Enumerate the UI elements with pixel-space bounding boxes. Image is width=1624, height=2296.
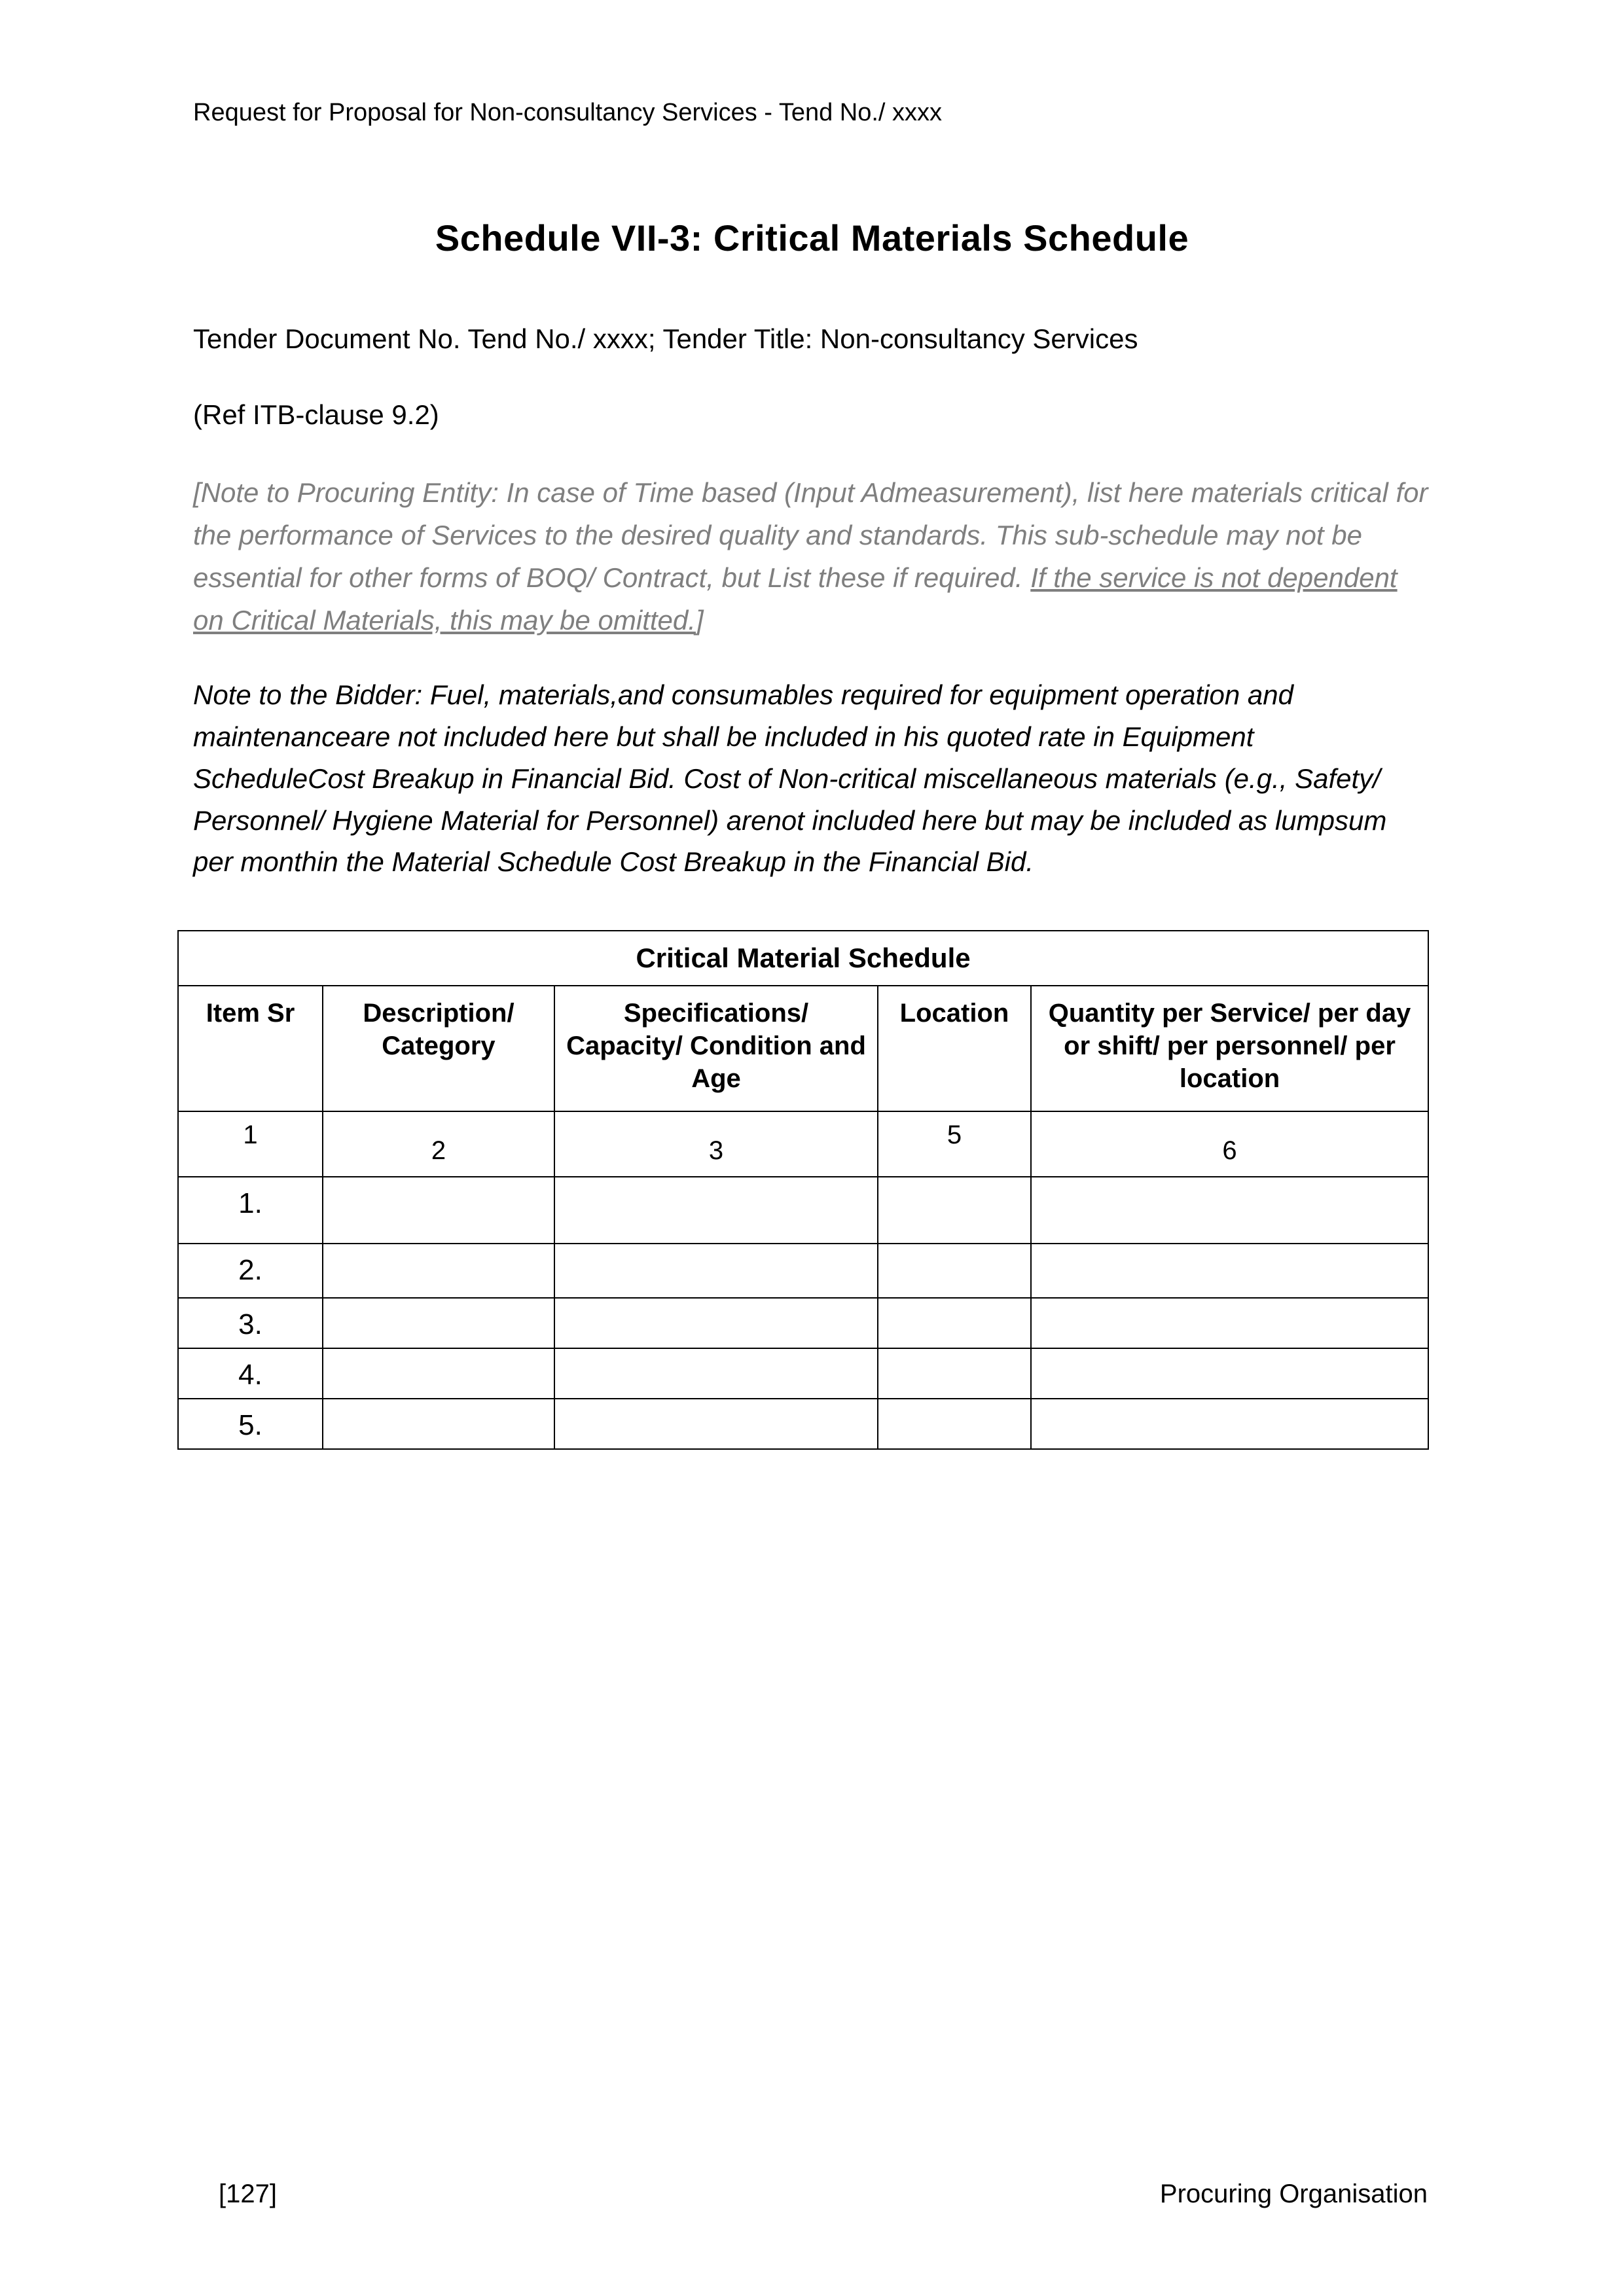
description-cell[interactable]: [323, 1298, 554, 1348]
description-cell[interactable]: [323, 1348, 554, 1399]
note-to-procuring-entity: [193, 471, 1431, 641]
column-number-6: 6: [1031, 1111, 1428, 1177]
column-number-3: 3: [554, 1111, 878, 1177]
specifications-cell[interactable]: [554, 1348, 878, 1399]
description-cell[interactable]: [323, 1244, 554, 1298]
location-cell[interactable]: [878, 1244, 1031, 1298]
item-sr-cell: 2.: [178, 1244, 323, 1298]
table-title-row: [178, 931, 1428, 986]
note-to-bidder: Note to the Bidder: Fuel, materials,and consumables required for equipment operation and maintenanceare not included here but shall be included in his quoted rate in Equipment ScheduleCost Breakup in Financial Bid. Cost of Non-critical miscellaneous materials (e.g., Safety/ Personnel/ Hygiene Material for Personnel) arenot included here but may be included as lumpsum per monthin the Material Schedule Cost Breakup in the Financial Bid.: [193, 679, 1387, 878]
specifications-cell[interactable]: [554, 1177, 878, 1244]
location-cell[interactable]: [878, 1348, 1031, 1399]
critical-material-schedule-table: [177, 930, 1429, 1450]
table-header-row: [178, 986, 1428, 1111]
item-sr-cell: 4.: [178, 1348, 323, 1399]
column-number-2: 2: [323, 1111, 554, 1177]
itb-clause-reference: (Ref ITB-clause 9.2): [193, 399, 439, 431]
column-number-1: 1: [178, 1111, 323, 1177]
document-header: Request for Proposal for Non-consultancy Services - Tend No./ xxxx: [193, 99, 943, 126]
quantity-cell[interactable]: [1031, 1399, 1428, 1449]
column-header-item-sr: Item Sr: [178, 986, 323, 1111]
procuring-note-main: [Note to Procuring Entity: In case of Time based (Input Admeasurement), list here materials critical for the performance of Services to the desired quality and standards. This sub-schedule may not be essential for other forms of BOQ/ Contract, but List these if required.: [193, 476, 1428, 593]
footer-organisation: Procuring Organisation: [1159, 2179, 1428, 2208]
tender-document-line: Tender Document No. Tend No./ xxxx; Tender Title: Non-consultancy Services: [193, 323, 1138, 354]
table-row: [178, 1399, 1428, 1449]
procuring-note-underlined: If the service is not dependent on Critical Materials, this may be omitted.: [193, 562, 1398, 636]
specifications-cell[interactable]: [554, 1298, 878, 1348]
column-number-row: [178, 1111, 1428, 1177]
location-cell[interactable]: [878, 1298, 1031, 1348]
item-sr-cell: 5.: [178, 1399, 323, 1449]
description-cell[interactable]: [323, 1177, 554, 1244]
specifications-cell[interactable]: [554, 1399, 878, 1449]
column-header-location: Location: [878, 986, 1031, 1111]
page-footer: [0, 2179, 1624, 2209]
table-row: [178, 1348, 1428, 1399]
procuring-note-closing-bracket: ]: [695, 605, 704, 636]
location-cell[interactable]: [878, 1177, 1031, 1244]
quantity-cell[interactable]: [1031, 1244, 1428, 1298]
item-sr-cell: 1.: [178, 1177, 323, 1244]
critical-material-schedule-table-wrapper: [177, 930, 1428, 1450]
item-sr-cell: 3.: [178, 1298, 323, 1348]
table-row: [178, 1298, 1428, 1348]
specifications-cell[interactable]: [554, 1244, 878, 1298]
page-number: [127]: [219, 2179, 277, 2208]
column-header-specifications: Specifications/ Capacity/ Condition and Age: [554, 986, 878, 1111]
quantity-cell[interactable]: [1031, 1298, 1428, 1348]
table-title: Critical Material Schedule: [178, 931, 1428, 986]
column-header-quantity: Quantity per Service/ per day or shift/ per personnel/ per location: [1031, 986, 1428, 1111]
column-header-description-category: Description/ Category: [323, 986, 554, 1111]
column-number-5: 5: [878, 1111, 1031, 1177]
description-cell[interactable]: [323, 1399, 554, 1449]
quantity-cell[interactable]: [1031, 1348, 1428, 1399]
table-row: [178, 1177, 1428, 1244]
location-cell[interactable]: [878, 1399, 1031, 1449]
quantity-cell[interactable]: [1031, 1177, 1428, 1244]
table-row: [178, 1244, 1428, 1298]
page-title: Schedule VII-3: Critical Materials Schedule: [435, 217, 1189, 259]
